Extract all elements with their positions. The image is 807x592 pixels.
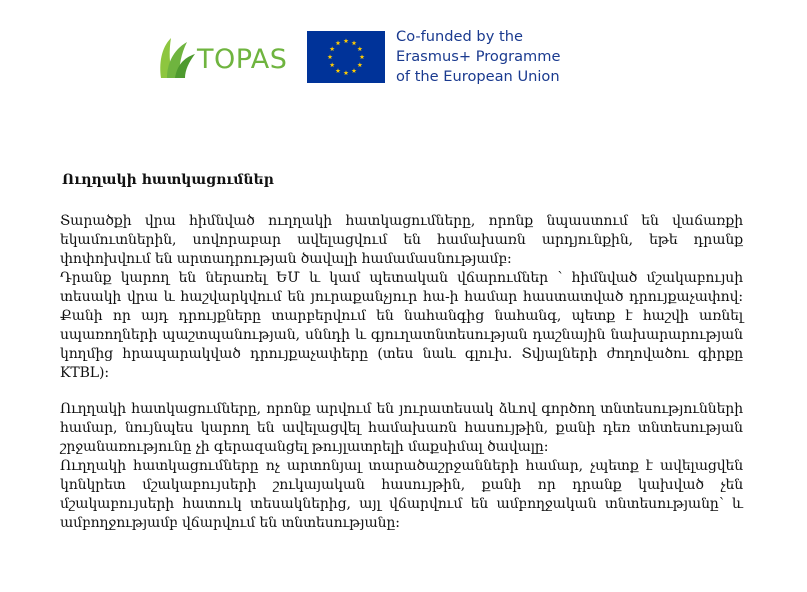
page-header bbox=[0, 24, 807, 94]
paragraph: Ուղղակի հատկացումները ոչ արտոնյալ տարածաշրջանների համար, չպետք է ավելացվեն կոնկրետ մշակաբույսերի շուկայական հասույթին, քանի որ դրանք կախված չեն մշակաբույսերի հատուկ տեսակներից, այլ վճարվում են ամբողջական տնտեսությանը՝ և ամբողջությամբ վճարվում են տնտեսությանը: bbox=[60, 458, 743, 531]
document-title: Ուղղակի հատկացումներ bbox=[62, 172, 274, 188]
eu-flag-icon bbox=[307, 31, 385, 83]
eu-text-line: Co-funded by the bbox=[396, 28, 523, 45]
topas-logo bbox=[157, 34, 287, 82]
eu-text-line: Erasmus+ Programme bbox=[396, 48, 561, 65]
paragraph: Դրանք կարող են ներառել ԵՄ և կամ պետական վճարումներ ՝ հիմնված մշակաբույսի տեսակի վրա և հաշվարկվում են յուրաքանչյուր հա-ի համար հաստատված դրույքաչափով: Քանի որ այդ դրույքները տարբերվում են նահանգից նահանգ, պետք է հաշվի առնել սպառողների պաշտպանության, սննդի և գյուղատնտեսության դաշնային նախարարության կողմից հրապարակված դրույքաչափերը (տես նաև գլուխ. Տվյալների ժողովածու գիրքը KTBL): bbox=[60, 270, 743, 381]
topas-logo-text: TOPAS bbox=[197, 44, 288, 75]
eu-cofunded-text bbox=[396, 27, 560, 87]
paragraph: Տարածքի վրա հիմնված ուղղակի հատկացումները, որոնք նպաստում են վաճառքի եկամուտներին, սովորաբար ավելացվում են համախառն արդյունքին, եթե դրանք փոփոխվում են արտադրության ծավալի համամասնությամբ: bbox=[60, 213, 743, 267]
eu-text-line: of the European Union bbox=[396, 68, 560, 85]
paragraph: Ուղղակի հատկացումները, որոնք արվում են յուրատեսակ ձևով գործող տնտեսությունների համար, նույնպես կարող են ավելացվել համախառն հասույթին, քանի դեռ տնտեսության շրջանառությունը չի գերազանցել թույլատրելի մաքսիմալ ծավալը: bbox=[60, 401, 743, 455]
document-body bbox=[60, 168, 743, 533]
leaf-icon bbox=[157, 34, 197, 80]
